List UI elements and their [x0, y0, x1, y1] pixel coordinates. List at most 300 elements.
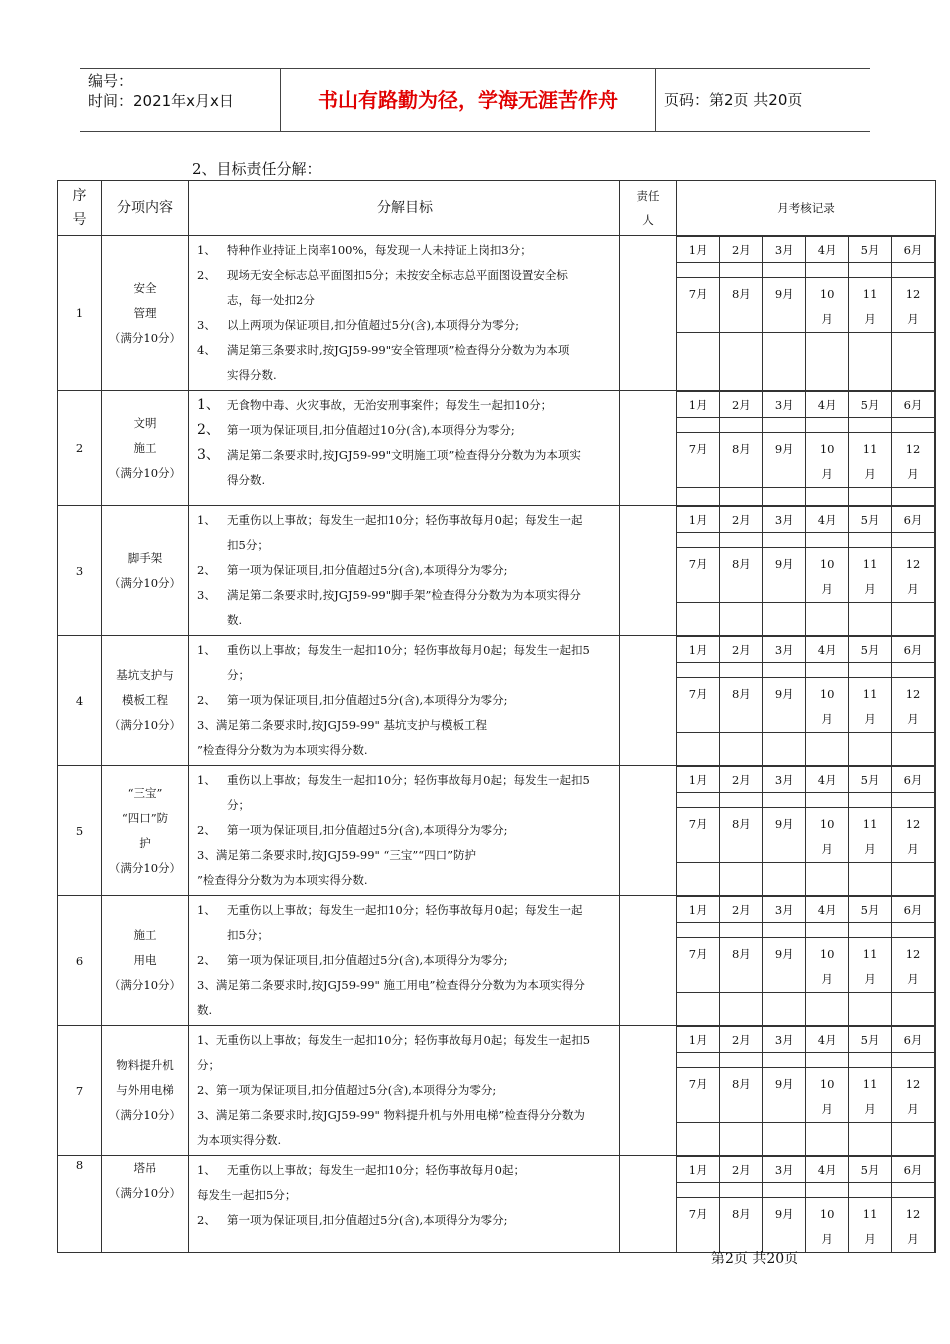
- month-label-part: 12: [905, 287, 921, 301]
- month-label-part: 月: [821, 1102, 833, 1116]
- category-line: （满分10分）: [108, 860, 182, 875]
- goal-number: 2、: [197, 1213, 216, 1227]
- month-label: [720, 548, 763, 603]
- category-line: 施工: [133, 440, 157, 455]
- month-label: 6月: [892, 897, 935, 923]
- score-cell[interactable]: [892, 1123, 935, 1156]
- number-label: 编号：: [88, 72, 134, 90]
- month-label-part: 10: [819, 442, 835, 456]
- score-cell[interactable]: [677, 663, 720, 678]
- month-label: [849, 1198, 892, 1253]
- row-goals: [189, 636, 620, 766]
- month-label: 2月: [720, 897, 763, 923]
- month-label-part: 7月: [688, 1077, 708, 1091]
- month-label: [892, 1198, 935, 1253]
- month-label: [677, 808, 720, 863]
- goal-text: 每发生一起扣5分；: [197, 1188, 297, 1202]
- goal-text: 得分数.: [227, 473, 266, 487]
- month-label: 2月: [720, 637, 763, 663]
- score-cell[interactable]: [849, 488, 892, 506]
- goal-text: 第一项为保证项目,扣分值超过10分(含),本项得分为零分;: [227, 423, 515, 437]
- goal-text: 分；: [197, 1058, 220, 1072]
- score-cell[interactable]: [849, 418, 892, 433]
- month-label-part: 8月: [731, 442, 751, 456]
- month-label: [720, 433, 763, 488]
- score-cell[interactable]: [892, 863, 935, 896]
- month-label: 4月: [806, 1157, 849, 1183]
- month-label: 4月: [806, 507, 849, 533]
- month-grid: [677, 1156, 935, 1252]
- score-cell[interactable]: [720, 333, 763, 391]
- month-label-part: 9月: [774, 442, 794, 456]
- row-monthly-record: [677, 236, 936, 391]
- score-cell[interactable]: [892, 1183, 935, 1198]
- score-cell[interactable]: [849, 993, 892, 1026]
- month-label: 4月: [806, 637, 849, 663]
- goal-text: 数.: [197, 1003, 213, 1017]
- goal-number: 1、: [197, 243, 216, 257]
- row-seq: 4: [58, 636, 102, 766]
- month-label: 5月: [849, 392, 892, 418]
- row-responsible[interactable]: [620, 506, 677, 636]
- month-label: [892, 548, 935, 603]
- goal-number: 2、: [197, 422, 220, 438]
- score-cell[interactable]: [763, 418, 806, 433]
- score-cell[interactable]: [806, 333, 849, 391]
- score-cell[interactable]: [677, 418, 720, 433]
- goal-text: 3、满足第二条要求时,按JGJ59-99" 物料提升机与外用电梯”检查得分分数为: [197, 1108, 585, 1122]
- score-cell[interactable]: [677, 1053, 720, 1068]
- score-cell[interactable]: [763, 333, 806, 391]
- score-cell[interactable]: [677, 1183, 720, 1198]
- header-page-info: 页码：第2页 共20页: [664, 91, 803, 109]
- month-grid: [677, 636, 935, 765]
- header-seq-line: 号: [72, 212, 87, 228]
- category-line: 与外用电梯: [116, 1083, 174, 1097]
- month-label: [806, 938, 849, 993]
- score-cell[interactable]: [763, 663, 806, 678]
- row-seq: 2: [58, 391, 102, 506]
- score-cell[interactable]: [892, 733, 935, 766]
- month-label: 6月: [892, 392, 935, 418]
- month-label: [849, 1068, 892, 1123]
- goal-line: [197, 443, 613, 468]
- score-cell[interactable]: [677, 793, 720, 808]
- goal-line: [197, 793, 613, 818]
- score-cell[interactable]: [849, 793, 892, 808]
- month-label: 2月: [720, 1157, 763, 1183]
- row-responsible[interactable]: [620, 636, 677, 766]
- score-cell[interactable]: [892, 418, 935, 433]
- row-responsible[interactable]: [620, 391, 677, 506]
- category-line: （满分10分）: [108, 718, 182, 732]
- month-label: 3月: [763, 1157, 806, 1183]
- month-label: 2月: [720, 237, 763, 263]
- row-seq: 7: [58, 1026, 102, 1156]
- goal-line: [197, 468, 613, 493]
- category-line: （满分10分）: [108, 330, 182, 345]
- category-line: 塔吊: [133, 1161, 157, 1175]
- score-cell[interactable]: [806, 733, 849, 766]
- month-label: 3月: [763, 767, 806, 793]
- score-cell[interactable]: [763, 1053, 806, 1068]
- month-label-part: 8月: [731, 817, 751, 831]
- goal-number: 1、: [197, 773, 216, 787]
- month-label: 6月: [892, 637, 935, 663]
- month-label: 5月: [849, 237, 892, 263]
- goal-line: [197, 818, 613, 843]
- score-cell[interactable]: [849, 603, 892, 636]
- score-cell[interactable]: [892, 923, 935, 938]
- month-label-part: 月: [821, 582, 833, 596]
- score-cell[interactable]: [720, 418, 763, 433]
- row-monthly-record: [677, 391, 936, 506]
- month-label: [892, 678, 935, 733]
- goal-text: 数.: [227, 613, 243, 627]
- score-cell[interactable]: [892, 488, 935, 506]
- month-label-part: 7月: [688, 287, 708, 301]
- goal-line: [197, 418, 613, 443]
- header-goal: 分解目标: [189, 181, 620, 236]
- row-seq: 8: [58, 1156, 102, 1253]
- goal-number: 2、: [197, 693, 216, 707]
- month-label: [720, 808, 763, 863]
- score-cell[interactable]: [806, 863, 849, 896]
- row-monthly-record: [677, 506, 936, 636]
- goal-line: [197, 338, 613, 363]
- score-cell[interactable]: [763, 863, 806, 896]
- goal-line: [197, 363, 613, 388]
- score-cell[interactable]: [849, 1053, 892, 1068]
- month-label: 1月: [677, 507, 720, 533]
- goal-text: 扣5分；: [227, 538, 269, 552]
- goal-text: 第一项为保证项目,扣分值超过5分(含),本项得分为零分;: [227, 1213, 508, 1227]
- goal-line: [197, 973, 613, 998]
- score-cell[interactable]: [677, 333, 720, 391]
- score-cell[interactable]: [720, 993, 763, 1026]
- goal-line: [197, 1028, 613, 1053]
- goal-line: [197, 533, 613, 558]
- month-label-part: 月: [864, 1102, 876, 1116]
- table-row: [58, 1156, 936, 1253]
- month-label: 1月: [677, 1027, 720, 1053]
- score-cell[interactable]: [720, 1123, 763, 1156]
- month-label-part: 10: [819, 947, 835, 961]
- goal-text: 满足第三条要求时,按JGJ59-99"安全管理项”检查得分分数为为本项: [227, 343, 570, 357]
- month-label-part: 10: [819, 1077, 835, 1091]
- row-responsible[interactable]: [620, 896, 677, 1026]
- goal-text: 2、第一项为保证项目,扣分值超过5分(含),本项得分为零分;: [197, 1083, 497, 1097]
- month-label: 5月: [849, 897, 892, 923]
- month-label-part: 月: [821, 712, 833, 726]
- goal-line: [197, 1078, 613, 1103]
- goal-line: [197, 638, 613, 663]
- row-goals: [189, 1026, 620, 1156]
- month-label-part: 9月: [774, 1077, 794, 1091]
- score-cell[interactable]: [677, 863, 720, 896]
- header-resp-line: 人: [642, 213, 654, 227]
- score-cell[interactable]: [892, 793, 935, 808]
- month-label: 1月: [677, 637, 720, 663]
- month-label-part: 月: [821, 312, 833, 326]
- goal-number: 1、: [197, 397, 220, 413]
- goal-line: [197, 313, 613, 338]
- score-cell[interactable]: [677, 733, 720, 766]
- score-cell[interactable]: [720, 663, 763, 678]
- score-cell[interactable]: [763, 993, 806, 1026]
- month-label-part: 月: [864, 312, 876, 326]
- score-cell[interactable]: [677, 603, 720, 636]
- score-cell[interactable]: [763, 1183, 806, 1198]
- goal-line: [197, 738, 613, 763]
- month-label: 3月: [763, 392, 806, 418]
- month-label-part: 月: [821, 1232, 833, 1246]
- month-label-part: 7月: [688, 687, 708, 701]
- goal-text: 分；: [227, 798, 250, 812]
- month-label: [892, 433, 935, 488]
- row-goals: [189, 236, 620, 391]
- category-line: 物料提升机: [116, 1058, 174, 1072]
- month-label-part: 月: [907, 1102, 919, 1116]
- score-cell[interactable]: [677, 1123, 720, 1156]
- score-cell[interactable]: [849, 863, 892, 896]
- score-cell[interactable]: [849, 263, 892, 278]
- score-cell[interactable]: [720, 863, 763, 896]
- month-label-part: 12: [905, 947, 921, 961]
- score-cell[interactable]: [763, 733, 806, 766]
- month-label-part: 7月: [688, 442, 708, 456]
- score-cell[interactable]: [806, 418, 849, 433]
- header-left: [88, 71, 278, 111]
- score-cell[interactable]: [677, 533, 720, 548]
- goal-text: 第一项为保证项目,扣分值超过5分(含),本项得分为零分;: [227, 693, 508, 707]
- category-line: （满分10分）: [108, 978, 182, 992]
- score-cell[interactable]: [806, 993, 849, 1026]
- goal-text: 第一项为保证项目,扣分值超过5分(含),本项得分为零分;: [227, 953, 508, 967]
- month-label: [677, 938, 720, 993]
- table-row: [58, 766, 936, 896]
- month-label: 5月: [849, 1157, 892, 1183]
- goal-text: 3、满足第二条要求时,按JGJ59-99" 基坑支护与模板工程: [197, 718, 487, 732]
- header-divider: [280, 69, 281, 131]
- goal-line: [197, 508, 613, 533]
- goal-text: 分；: [227, 668, 250, 682]
- score-cell[interactable]: [806, 263, 849, 278]
- category-line: 文明: [133, 415, 157, 430]
- header-motto: 书山有路勤为径，学海无涯苦作舟: [318, 88, 618, 112]
- goal-line: [197, 393, 613, 418]
- goal-text: 以上两项为保证项目,扣分值超过5分(含),本项得分为零分;: [227, 318, 519, 332]
- month-label: [763, 433, 806, 488]
- score-cell[interactable]: [720, 533, 763, 548]
- row-category: [102, 766, 189, 896]
- month-label: [849, 433, 892, 488]
- score-cell[interactable]: [849, 733, 892, 766]
- month-label-part: 9月: [774, 687, 794, 701]
- month-label: 2月: [720, 507, 763, 533]
- score-cell[interactable]: [849, 663, 892, 678]
- score-cell[interactable]: [806, 1053, 849, 1068]
- score-cell[interactable]: [763, 923, 806, 938]
- month-label-part: 8月: [731, 1077, 751, 1091]
- month-label-part: 11: [862, 287, 878, 301]
- header-divider: [655, 69, 656, 131]
- score-cell[interactable]: [806, 1183, 849, 1198]
- score-cell[interactable]: [677, 993, 720, 1026]
- month-label-part: 9月: [774, 287, 794, 301]
- month-label-part: 8月: [731, 557, 751, 571]
- score-cell[interactable]: [806, 533, 849, 548]
- score-cell[interactable]: [806, 663, 849, 678]
- goal-line: [197, 238, 613, 263]
- row-monthly-record: [677, 896, 936, 1026]
- section-title: 2、目标责任分解：: [192, 160, 322, 178]
- month-label: 2月: [720, 767, 763, 793]
- month-label: [763, 1198, 806, 1253]
- month-label-part: 9月: [774, 817, 794, 831]
- score-cell[interactable]: [892, 1053, 935, 1068]
- month-label-part: 月: [907, 312, 919, 326]
- month-label: [806, 808, 849, 863]
- month-label-part: 月: [821, 467, 833, 481]
- score-cell[interactable]: [720, 733, 763, 766]
- category-line: （满分10分）: [108, 575, 182, 590]
- month-label: [763, 808, 806, 863]
- month-label-part: 7月: [688, 557, 708, 571]
- row-seq: 1: [58, 236, 102, 391]
- row-responsible[interactable]: [620, 1156, 677, 1253]
- month-label-part: 月: [907, 712, 919, 726]
- goal-line: [197, 948, 613, 973]
- row-responsible[interactable]: [620, 766, 677, 896]
- month-label-part: 10: [819, 287, 835, 301]
- goal-line: [197, 1158, 613, 1183]
- score-cell[interactable]: [849, 1183, 892, 1198]
- month-label: [892, 278, 935, 333]
- goal-line: [197, 288, 613, 313]
- score-cell[interactable]: [892, 533, 935, 548]
- score-cell[interactable]: [892, 993, 935, 1026]
- row-goals: [189, 766, 620, 896]
- month-label: 4月: [806, 767, 849, 793]
- goal-line: [197, 713, 613, 738]
- month-label: [849, 938, 892, 993]
- month-label-part: 月: [821, 972, 833, 986]
- row-responsible[interactable]: [620, 1026, 677, 1156]
- row-monthly-record: [677, 766, 936, 896]
- month-label-part: 月: [907, 1232, 919, 1246]
- month-label: [677, 548, 720, 603]
- score-cell[interactable]: [720, 488, 763, 506]
- category-line: （满分10分）: [108, 465, 182, 480]
- month-label: 3月: [763, 897, 806, 923]
- score-cell[interactable]: [720, 923, 763, 938]
- month-label: 6月: [892, 237, 935, 263]
- month-label-part: 7月: [688, 817, 708, 831]
- month-label: 6月: [892, 1027, 935, 1053]
- score-cell[interactable]: [892, 333, 935, 391]
- page-header: [80, 68, 870, 132]
- score-cell[interactable]: [892, 603, 935, 636]
- score-cell[interactable]: [720, 603, 763, 636]
- month-label-part: 8月: [731, 687, 751, 701]
- score-cell[interactable]: [849, 923, 892, 938]
- month-label-part: 7月: [688, 947, 708, 961]
- row-goals: [189, 896, 620, 1026]
- month-label-part: 12: [905, 442, 921, 456]
- month-label-part: 月: [864, 1232, 876, 1246]
- row-category: [102, 896, 189, 1026]
- score-cell[interactable]: [720, 793, 763, 808]
- month-label: 6月: [892, 767, 935, 793]
- goal-line: [197, 868, 613, 893]
- score-cell[interactable]: [849, 333, 892, 391]
- category-line: “四口”防: [121, 810, 169, 825]
- goal-text: 扣5分；: [227, 928, 269, 942]
- month-label: 4月: [806, 1027, 849, 1053]
- month-label-part: 11: [862, 442, 878, 456]
- row-responsible[interactable]: [620, 236, 677, 391]
- score-cell[interactable]: [892, 263, 935, 278]
- category-line: 护: [139, 835, 151, 850]
- goal-text: 为本项实得分数.: [197, 1133, 282, 1147]
- month-label: 4月: [806, 897, 849, 923]
- score-cell[interactable]: [763, 1123, 806, 1156]
- score-cell[interactable]: [849, 533, 892, 548]
- score-cell[interactable]: [677, 488, 720, 506]
- goal-number: 2、: [197, 953, 216, 967]
- month-label: 5月: [849, 637, 892, 663]
- goal-line: [197, 1103, 613, 1128]
- month-label: [720, 1068, 763, 1123]
- header-responsible: [620, 181, 677, 236]
- score-cell[interactable]: [720, 263, 763, 278]
- month-label-part: 12: [905, 557, 921, 571]
- score-cell[interactable]: [806, 1123, 849, 1156]
- month-label: 2月: [720, 1027, 763, 1053]
- score-cell[interactable]: [806, 793, 849, 808]
- month-label: 5月: [849, 1027, 892, 1053]
- score-cell[interactable]: [763, 263, 806, 278]
- goal-text: 实得分数.: [227, 368, 277, 382]
- score-cell[interactable]: [720, 1053, 763, 1068]
- score-cell[interactable]: [763, 533, 806, 548]
- score-cell[interactable]: [849, 1123, 892, 1156]
- score-cell[interactable]: [806, 923, 849, 938]
- month-label-part: 11: [862, 1077, 878, 1091]
- goal-line: [197, 1208, 613, 1233]
- score-cell[interactable]: [677, 923, 720, 938]
- score-cell[interactable]: [806, 603, 849, 636]
- month-label-part: 11: [862, 947, 878, 961]
- score-cell[interactable]: [763, 488, 806, 506]
- score-cell[interactable]: [720, 1183, 763, 1198]
- score-cell[interactable]: [763, 793, 806, 808]
- row-category: [102, 1026, 189, 1156]
- header-record: 月考核记录: [677, 181, 936, 236]
- goal-line: [197, 558, 613, 583]
- category-line: “三宝”: [127, 785, 163, 800]
- month-grid: [677, 236, 935, 390]
- score-cell[interactable]: [892, 663, 935, 678]
- score-cell[interactable]: [677, 263, 720, 278]
- score-cell[interactable]: [806, 488, 849, 506]
- month-label: [849, 548, 892, 603]
- score-cell[interactable]: [763, 603, 806, 636]
- month-label: 2月: [720, 392, 763, 418]
- month-label: [849, 808, 892, 863]
- month-label-part: 12: [905, 817, 921, 831]
